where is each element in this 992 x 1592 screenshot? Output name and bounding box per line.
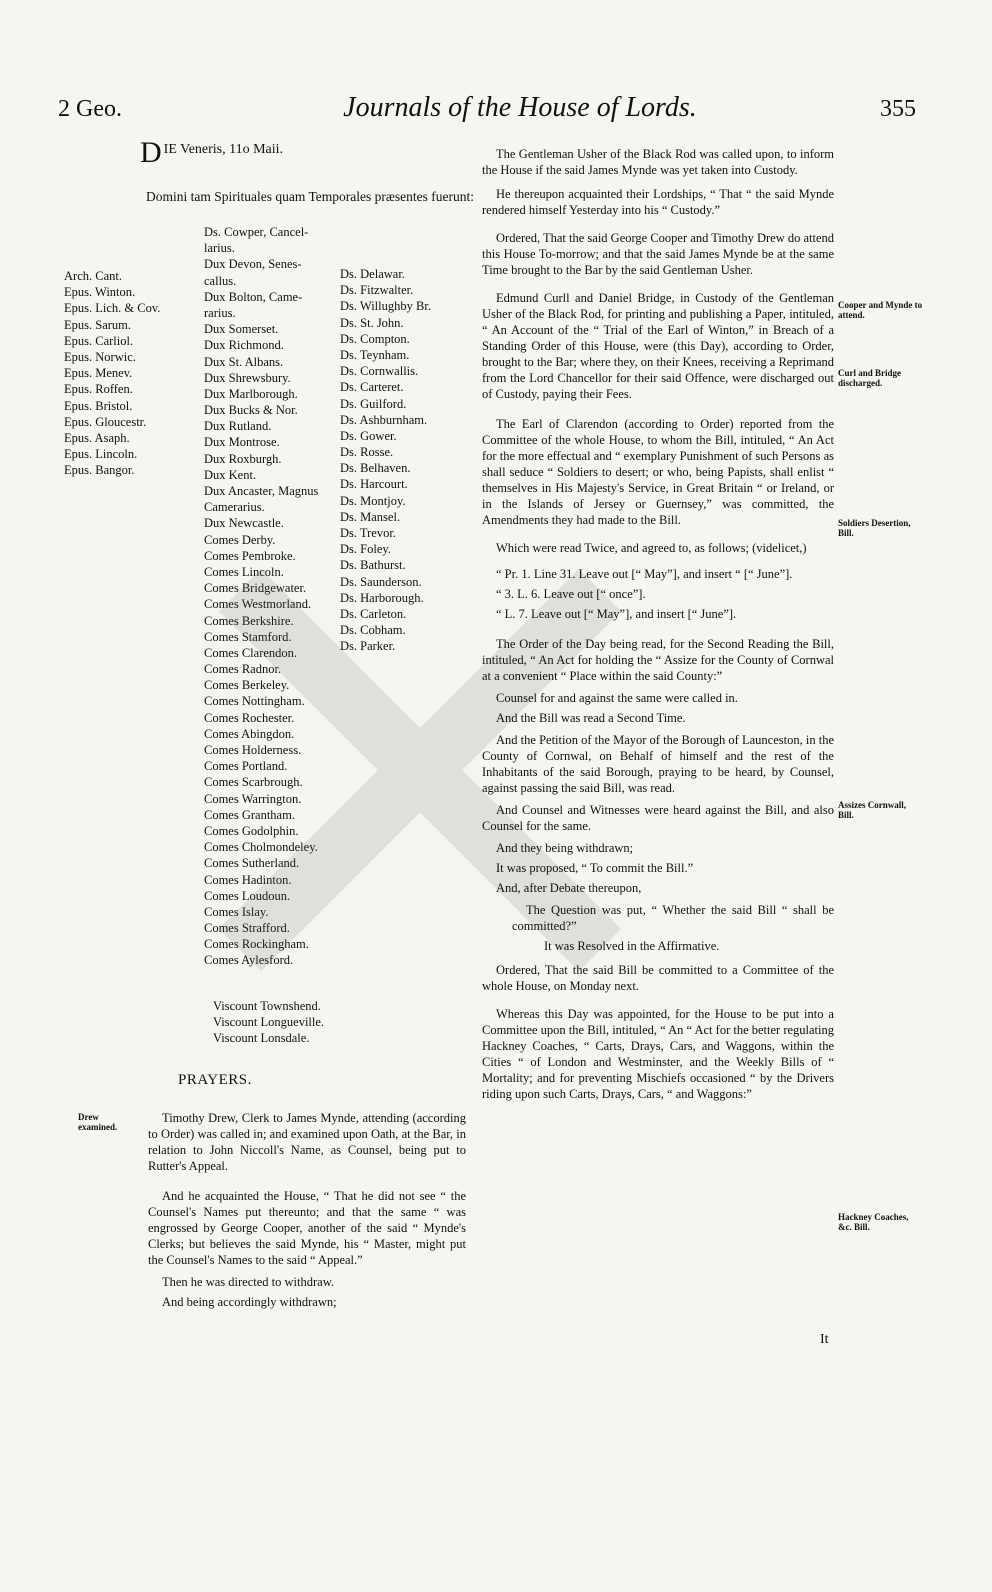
margin-note-soldiers: Soldiers Desertion, Bill.	[838, 518, 911, 538]
list-entry: Arch. Cant.	[64, 269, 122, 283]
date-line: IE Veneris, 11o Maii.	[163, 142, 284, 157]
counsel-called: Counsel for and against the same were called in.	[496, 691, 738, 705]
list-entry: Ds. Parker.	[340, 639, 396, 654]
list-entry: Comes Grantham.	[204, 807, 295, 822]
second-reading: And the Bill was read a Second Time.	[496, 711, 686, 725]
list-entry: Epus. Bristol.	[64, 398, 133, 413]
list-entry: Viscount Lonsdale.	[213, 1031, 310, 1046]
page-number: 355	[880, 96, 916, 122]
margin-note-drew: Drew examined.	[78, 1112, 118, 1132]
list-entry: Comes Aylesford.	[204, 953, 294, 968]
list-entry: Epus. Bangor.	[64, 463, 135, 478]
list-entry: Ds. Bathurst.	[340, 558, 406, 573]
list-entry: Dux Rutland.	[204, 419, 272, 434]
curll-paragraph: Edmund Curll and Daniel Bridge, in Custody of the Gentleman Usher of the Black Rod, for printing and publishing a Paper, intituled, “ An Account of the “ Trial of the Earl of Winton,” in Breach of a Standing Order of this House, were (this Day), according to Order, brought to the Bar; where they, on their Knees, receiving a Reprimand from the Lord Chancellor for their said Offence, were discharged out of Custody, paying their Fees.	[482, 291, 834, 401]
dukes-earls-list	[204, 224, 318, 969]
question-line: The Question was put, “ Whether the said Bill “ shall be committed?”	[512, 903, 834, 933]
list-entry: Ds. Teynham.	[340, 347, 410, 362]
list-entry: Epus. Asaph.	[64, 430, 130, 445]
list-entry: Ds. Montjoy.	[340, 493, 406, 508]
cornwal-bill-paragraph: The Order of the Day being read, for the Second Reading the Bill, intituled, “ An Act for holding the “ Assize for the County of Cornwal at a convenient “ Place within the said County:”	[482, 637, 834, 683]
proposed-line: It was proposed, “ To commit the Bill.”	[496, 861, 694, 875]
list-entry: Comes Loudoun.	[204, 888, 291, 903]
dropcap: D	[140, 136, 162, 169]
prayers-heading: PRAYERS.	[178, 1072, 252, 1088]
list-entry: Comes Pembroke.	[204, 548, 296, 563]
list-entry: Ds. Carteret.	[340, 380, 404, 395]
list-entry: Comes Rockingham.	[204, 937, 309, 952]
clarendon-report-paragraph: The Earl of Clarendon (according to Order) reported from the Committee of the whole House, to whom the Bill, intituled, “ An Act for the more effectual and “ exemplary Punishment of such Persons as shall seduce “ Soldiers to desert; or who, being Papists, shall enlist “ themselves in His Majesty's Service, in Great Britain “ or Ireland, or in the Islands of Jersey or Guernsey,” was committed, the Amendments they had made to the Bill.	[482, 417, 834, 527]
list-entry: Comes Scarbrough.	[204, 775, 303, 790]
list-entry: Ds. Foley.	[340, 542, 391, 557]
list-entry: Ds. Guilford.	[340, 396, 407, 411]
list-entry: Dux Ancaster, Magnus	[204, 484, 319, 498]
list-entry: Comes Warrington.	[204, 791, 302, 806]
margin-note-curl: Curl and Bridge discharged.	[838, 368, 902, 388]
list-entry: Ds. Delawar.	[340, 267, 405, 281]
black-rod-paragraph: The Gentleman Usher of the Black Rod was called upon, to inform the House if the said James Mynde was yet taken into Custody.	[482, 147, 834, 177]
list-entry: callus.	[204, 273, 237, 288]
list-entry: Ds. St. John.	[340, 315, 404, 330]
withdrawn-line-2: And they being withdrawn;	[496, 841, 634, 855]
list-entry: Comes Berkshire.	[204, 613, 294, 628]
right-text	[482, 146, 834, 1102]
list-entry: Viscount Townshend.	[213, 999, 321, 1013]
list-entry: Comes Bridgewater.	[204, 581, 307, 596]
amendments-intro: Which were read Twice, and agreed to, as follows; (videlicet,)	[496, 541, 807, 555]
list-entry: Epus. Winton.	[64, 285, 136, 300]
list-entry: Epus. Carliol.	[64, 333, 134, 348]
amendment-1: “ Pr. 1. Line 31. Leave out [“ May”], and insert “ [“ June”].	[496, 567, 793, 581]
list-entry: Ds. Gower.	[340, 428, 397, 443]
list-entry: Dux Bucks & Nor.	[204, 403, 298, 418]
list-entry: Comes Berkeley.	[204, 678, 290, 693]
list-entry: Ds. Rosse.	[340, 445, 394, 460]
drew-paragraph: Timothy Drew, Clerk to James Mynde, attending (according to Order) was called in; and examined upon Oath, at the Bar, in relation to John Niccoll's Name, as Counsel, being put to Rutter's Appeal.	[148, 1111, 466, 1173]
list-entry: Dux Richmond.	[204, 338, 284, 353]
margin-note-assizes: Assizes Cornwall, Bill.	[838, 800, 906, 820]
list-entry: rarius.	[204, 305, 236, 320]
withdraw-line: Then he was directed to withdraw.	[162, 1275, 335, 1289]
list-entry: Ds. Compton.	[340, 331, 410, 346]
list-entry: Comes Holderness.	[204, 743, 302, 757]
list-entry: Camerarius.	[204, 500, 265, 515]
margin-note-hackney: Hackney Coaches, &c. Bill.	[838, 1212, 909, 1232]
list-entry: Ds. Mansel.	[340, 509, 401, 524]
list-entry: Comes Rochester.	[204, 710, 295, 725]
list-entry: Comes Westmorland.	[204, 597, 312, 612]
list-entry: Ds. Belhaven.	[340, 461, 411, 476]
viscounts-list	[213, 998, 324, 1047]
list-entry: Comes Cholmondeley.	[204, 840, 318, 855]
list-entry: Ds. Cowper, Cancel-	[204, 225, 309, 239]
ordered-attend-paragraph: Ordered, That the said George Cooper and Timothy Drew do attend this House To-morrow; and that the said James Mynde be at the same Time brought to the Bar by the said Gentleman Usher.	[482, 231, 835, 277]
list-entry: Comes Radnor.	[204, 662, 282, 677]
date-heading	[140, 136, 284, 169]
list-entry: Epus. Lincoln.	[64, 447, 138, 462]
list-entry: Epus. Sarum.	[64, 317, 132, 332]
list-entry: Epus. Roffen.	[64, 382, 133, 397]
custody-paragraph: He thereupon acquainted their Lordships, “ That “ the said Mynde rendered himself Yesterday into his “ Custody.”	[482, 187, 834, 217]
committed-order: Ordered, That the said Bill be committed to a Committee of the whole House, on Monday next.	[482, 963, 834, 993]
list-entry: Ds. Harborough.	[340, 590, 424, 605]
list-entry: Dux Montrose.	[204, 435, 280, 450]
list-entry: Ds. Saunderson.	[340, 574, 422, 589]
barons-list	[340, 266, 431, 655]
debate-line: And, after Debate thereupon,	[496, 881, 642, 895]
list-entry: Dux Devon, Senes-	[204, 257, 302, 272]
list-entry: Comes Nottingham.	[204, 694, 305, 709]
resolved-line: It was Resolved in the Affirmative.	[544, 939, 720, 953]
drew-testimony: And he acquainted the House, “ That he did not see “ the Counsel's Names put thereunto; and that the same “ was engrossed by George Cooper, another of the said “ Mynde's Clerks; but believes the said Mynde, his “ Master, might put the Counsel's Names to the said “ Appeal.”	[148, 1189, 466, 1267]
list-entry: Ds. Willughby Br.	[340, 299, 431, 314]
list-entry: Ds. Ashburnham.	[340, 412, 428, 427]
list-entry: Comes Clarendon.	[204, 645, 298, 660]
list-entry: Ds. Cornwallis.	[340, 364, 419, 379]
bishops-list	[64, 268, 160, 478]
list-entry: Dux Newcastle.	[204, 516, 284, 531]
list-entry: Ds. Trevor.	[340, 526, 396, 540]
list-entry: Ds. Harcourt.	[340, 477, 408, 492]
list-entry: Epus. Norwic.	[64, 349, 136, 364]
list-entry: Dux Somerset.	[204, 322, 279, 337]
list-entry: Ds. Cobham.	[340, 623, 406, 638]
list-entry: Dux Kent.	[204, 467, 257, 482]
list-entry: Dux Marlborough.	[204, 386, 298, 401]
list-entry: Comes Godolphin.	[204, 823, 299, 838]
left-text	[148, 1110, 466, 1310]
present-heading: Domini tam Spirituales quam Temporales præsentes fuerunt:	[146, 189, 474, 204]
withdrawn-line: And being accordingly withdrawn;	[162, 1295, 337, 1309]
list-entry: Dux Bolton, Came-	[204, 289, 303, 304]
list-entry: Ds. Fitzwalter.	[340, 283, 414, 298]
list-entry: Comes Sutherland.	[204, 856, 300, 871]
list-entry: Comes Derby.	[204, 532, 276, 547]
margin-note-cooper: Cooper and Mynde to attend.	[838, 300, 923, 320]
header-title: Journals of the House of Lords.	[343, 92, 697, 123]
list-entry: Comes Lincoln.	[204, 564, 284, 579]
list-entry: Epus. Menev.	[64, 366, 133, 381]
list-entry: Comes Abingdon.	[204, 726, 295, 741]
counsel-heard: And Counsel and Witnesses were heard against the Bill, and also Counsel for the same.	[482, 803, 834, 833]
list-entry: Epus. Gloucestr.	[64, 414, 147, 429]
list-entry: Ds. Carleton.	[340, 606, 407, 621]
list-entry: Epus. Lich. & Cov.	[64, 301, 161, 316]
amendment-2: “ 3. L. 6. Leave out [“ once”].	[496, 587, 646, 601]
list-entry: Comes Hadinton.	[204, 872, 292, 887]
list-entry: Viscount Longueville.	[213, 1015, 325, 1030]
hackney-paragraph: Whereas this Day was appointed, for the House to be put into a Committee upon the Bill, intituled, “ An “ Act for the better regulating Hackney Coaches, “ Carts, Drays, Cars, and Waggons, within the Cities “ of London and Westminster, and the Weekly Bills of “ Mortality; and for preventing Mischiefs occasioned “ by the Drivers riding upon such Carts, Drays, Cars, “ and Waggons:”	[482, 1007, 835, 1101]
list-entry: larius.	[204, 241, 235, 256]
launceston-petition: And the Petition of the Mayor of the Borough of Launceston, in the County of Cornwal, on Behalf of himself and the rest of the Inhabitants of the said Borough, praying to be heard, by Counsel, against passing the said Bill, was read.	[482, 733, 834, 795]
list-entry: Comes Stamford.	[204, 629, 292, 644]
list-entry: Dux Shrewsbury.	[204, 370, 291, 385]
list-entry: Comes Strafford.	[204, 921, 290, 936]
list-entry: Comes Islay.	[204, 904, 269, 919]
list-entry: Comes Portland.	[204, 759, 288, 774]
list-entry: Dux Roxburgh.	[204, 451, 282, 466]
header-regnal-year: 2 Geo.	[58, 96, 122, 122]
amendment-3: “ L. 7. Leave out [“ May”], and insert [“ June”].	[496, 607, 737, 621]
list-entry: Dux St. Albans.	[204, 354, 284, 369]
catchword: It	[820, 1332, 829, 1347]
